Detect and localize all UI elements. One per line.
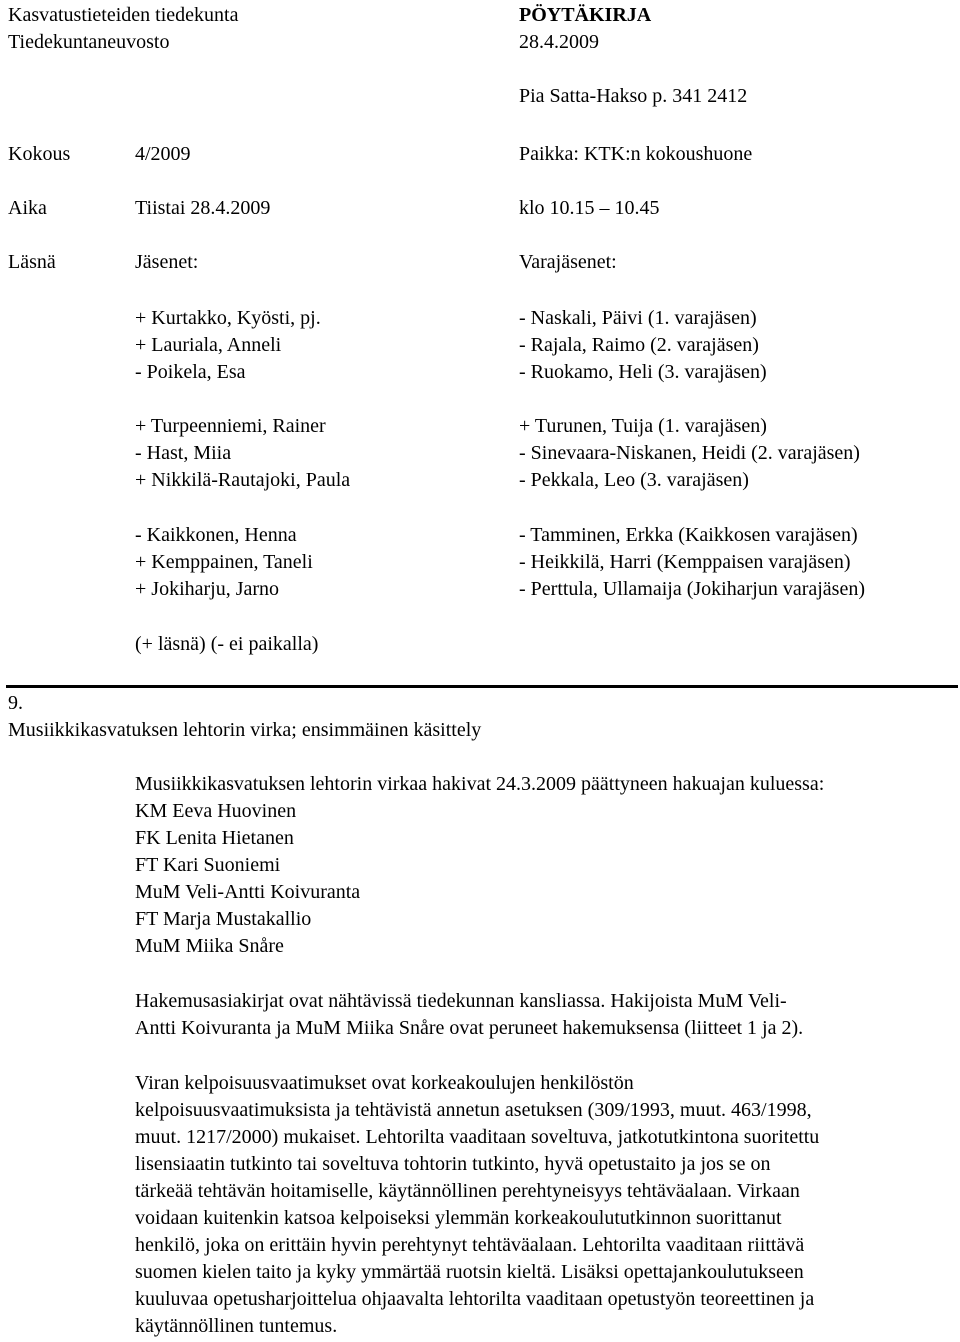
deputy-item: - Rajala, Raimo (2. varajäsen) (519, 334, 759, 356)
meeting-number: 4/2009 (135, 143, 191, 165)
members-label: Jäsenet: (135, 251, 199, 273)
deputy-item: - Tamminen, Erkka (Kaikkosen varajäsen) (519, 524, 858, 546)
member-item: + Kurtakko, Kyösti, pj. (135, 307, 321, 329)
applicant-item: MuM Miika Snåre (135, 935, 284, 957)
item-title: Musiikkikasvatuksen lehtorin virka; ensimmäinen käsittely (8, 719, 482, 741)
document-date: 28.4.2009 (519, 31, 599, 53)
paragraph-line: suomen kielen taito ja kyky ymmärtää ruotsin kieltä. Lisäksi opettajankoulutukseen (135, 1261, 804, 1283)
applicant-item: FT Kari Suoniemi (135, 854, 281, 876)
section-divider (6, 685, 958, 688)
meeting-label: Kokous (8, 143, 71, 165)
time-label: Aika (8, 197, 47, 219)
deputy-item: + Turunen, Tuija (1. varajäsen) (519, 415, 767, 437)
meeting-date: Tiistai 28.4.2009 (135, 197, 271, 219)
paragraph-line: käytännöllinen tuntemus. (135, 1315, 338, 1337)
applicants-intro: Musiikkikasvatuksen lehtorin virkaa hakivat 24.3.2009 päättyneen hakuajan kuluessa: (135, 773, 825, 795)
applicant-item: FT Marja Mustakallio (135, 908, 312, 930)
deputy-item: - Heikkilä, Harri (Kemppaisen varajäsen) (519, 551, 851, 573)
meeting-place: Paikka: KTK:n kokoushuone (519, 143, 753, 165)
qualifications-paragraph (135, 1070, 945, 1340)
council-name: Tiedekuntaneuvosto (8, 31, 170, 53)
paragraph-line: kuuluvaa opetusharjoittelua ohjaavalta lehtorilta vaaditaan opetustyön teoreettinen ja (135, 1288, 815, 1310)
paragraph-line: henkilö, joka on erittäin hyvin perehtynyt tehtäväalaan. Lehtorilta vaaditaan riittävä (135, 1234, 805, 1256)
member-item: - Poikela, Esa (135, 361, 246, 383)
applicant-item: KM Eeva Huovinen (135, 800, 297, 822)
applicant-item: FK Lenita Hietanen (135, 827, 294, 849)
paragraph-line: muut. 1217/2000) mukaiset. Lehtorilta vaaditaan soveltuva, jatkotutkintona suoritettu (135, 1126, 820, 1148)
meeting-time: klo 10.15 – 10.45 (519, 197, 660, 219)
deputy-item: - Naskali, Päivi (1. varajäsen) (519, 307, 757, 329)
paragraph-line: Viran kelpoisuusvaatimukset ovat korkeakoulujen henkilöstön (135, 1072, 634, 1094)
deputy-item: - Pekkala, Leo (3. varajäsen) (519, 469, 749, 491)
deputy-item: - Ruokamo, Heli (3. varajäsen) (519, 361, 767, 383)
paragraph-line: voidaan kuitenkin katsoa kelpoiseksi ylemmän korkeakoulututkinnon suorittanut (135, 1207, 782, 1229)
deputy-item: - Perttula, Ullamaija (Jokiharjun varajäsen) (519, 578, 865, 600)
deputy-item: - Sinevaara-Niskanen, Heidi (2. varajäsen) (519, 442, 860, 464)
faculty-name: Kasvatustieteiden tiedekunta (8, 4, 239, 26)
documents-paragraph (135, 988, 945, 1042)
paragraph-line: Antti Koivuranta ja MuM Miika Snåre ovat peruneet hakemuksensa (liitteet 1 ja 2). (135, 1017, 804, 1039)
member-item: + Kemppainen, Taneli (135, 551, 313, 573)
member-item: - Kaikkonen, Henna (135, 524, 297, 546)
member-item: + Jokiharju, Jarno (135, 578, 280, 600)
item-number: 9. (8, 692, 23, 714)
secretary-contact: Pia Satta-Hakso p. 341 2412 (519, 85, 748, 107)
applicant-item: MuM Veli-Antti Koivuranta (135, 881, 361, 903)
deputies-label: Varajäsenet: (519, 251, 617, 273)
member-item: + Nikkilä-Rautajoki, Paula (135, 469, 351, 491)
paragraph-line: tärkeää tehtävän hoitamiselle, käytännöllinen perehtyneisyys tehtäväalaan. Virkaan (135, 1180, 800, 1202)
paragraph-line: kelpoisuusvaatimuksista ja tehtävistä annetun asetuksen (309/1993, muut. 463/1998, (135, 1099, 812, 1121)
paragraph-line: lisensiaatin tutkinto tai soveltuva tohtorin tutkinto, hyvä opetustaito ja jos se on (135, 1153, 771, 1175)
document-type: PÖYTÄKIRJA (519, 4, 652, 26)
member-item: + Lauriala, Anneli (135, 334, 282, 356)
attendance-legend: (+ läsnä) (- ei paikalla) (135, 633, 319, 655)
member-item: + Turpeenniemi, Rainer (135, 415, 326, 437)
member-item: - Hast, Miia (135, 442, 232, 464)
present-label: Läsnä (8, 251, 56, 273)
paragraph-line: Hakemusasiakirjat ovat nähtävissä tiedekunnan kansliassa. Hakijoista MuM Veli- (135, 990, 787, 1012)
